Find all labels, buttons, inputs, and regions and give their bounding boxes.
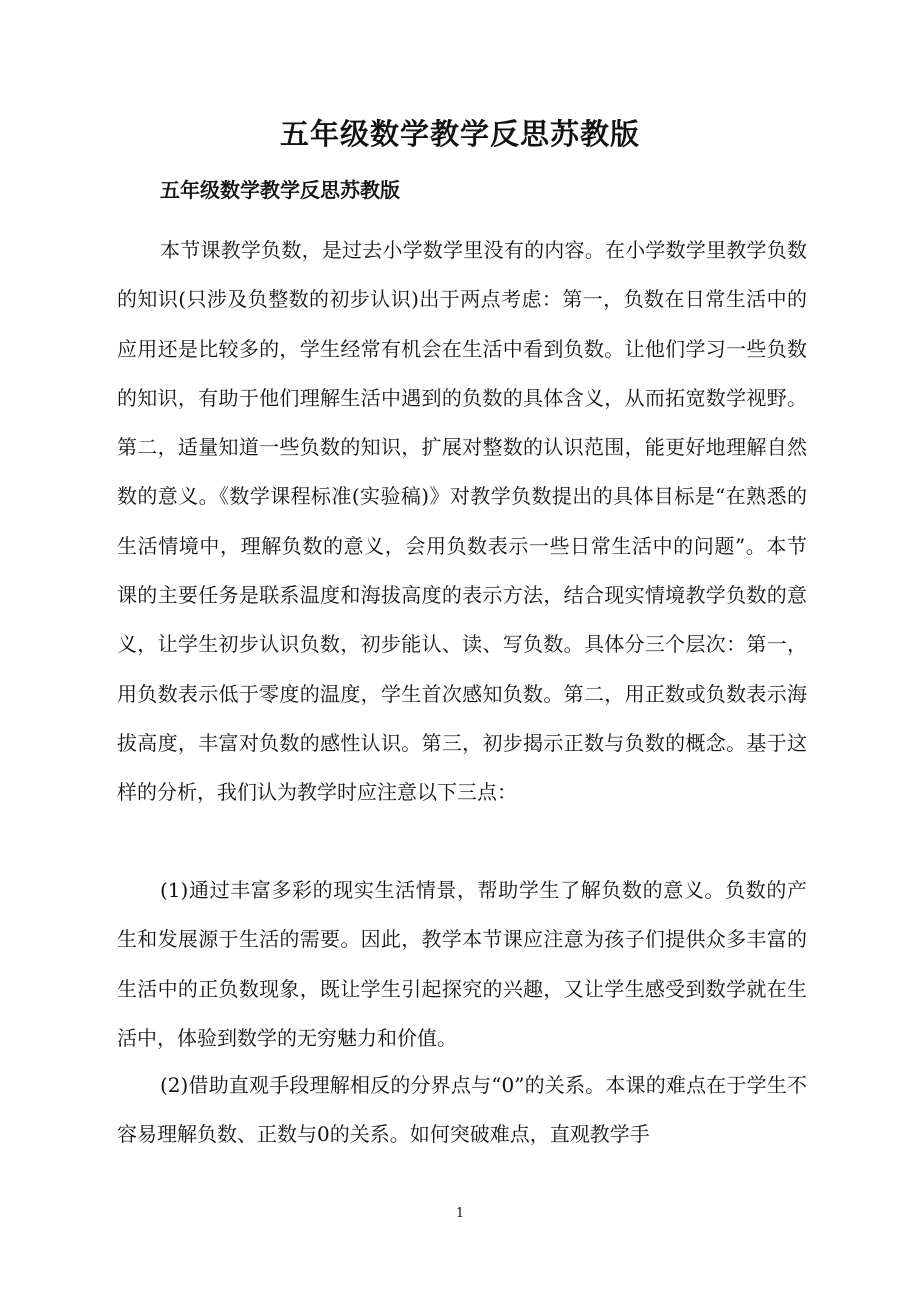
document-title: 五年级数学教学反思苏教版 xyxy=(279,117,640,151)
document-subtitle: 五年级数学教学反思苏教版 xyxy=(160,178,400,202)
body-paragraph: (1)通过丰富多彩的现实生活情景，帮助学生了解负数的意义。负数的产生和发展源于生活的需要。因此，教学本节课应注意为孩子们提供众多丰富的生活中的正负数现象，既让学生引起探究的兴趣，又让学生感受到数学就在生活中，体验到数学的无穷魅力和价值。 xyxy=(117,878,807,1050)
body-paragraph: 本节课教学负数，是过去小学数学里没有的内容。在小学数学里教学负数的知识(只涉及负整数的初步认识)出于两点考虑：第一，负数在日常生活中的应用还是比较多的，学生经常有机会在生活中看到负数。让他们学习一些负数的知识，有助于他们理解生活中遇到的负数的具体含义，从而拓宽数学视野。第二，适量知道一些负数的知识，扩展对整数的认识范围，能更好地理解自然数的意义。《数学课程标准(实验稿)》对教学负数提出的具体目标是“在熟悉的生活情境中，理解负数的意义，会用负数表示一些日常生活中的问题”。本节课的主要任务是联系温度和海拔高度的表示方法，结合现实情境教学负数的意义，让学生初步认识负数，初步能认、读、写负数。具体分三个层次：第一，用负数表示低于零度的温度，学生首次感知负数。第二，用正数或负数表示海拔高度，丰富对负数的感性认识。第三，初步揭示正数与负数的概念。基于这样的分析，我们认为教学时应注意以下三点： xyxy=(117,238,807,805)
body-paragraph: (2)借助直观手段理解相反的分界点与“0”的关系。本课的难点在于学生不容易理解负数、正数与0的关系。如何突破难点，直观教学手 xyxy=(117,1073,807,1147)
page-number: 1 xyxy=(455,1206,465,1221)
